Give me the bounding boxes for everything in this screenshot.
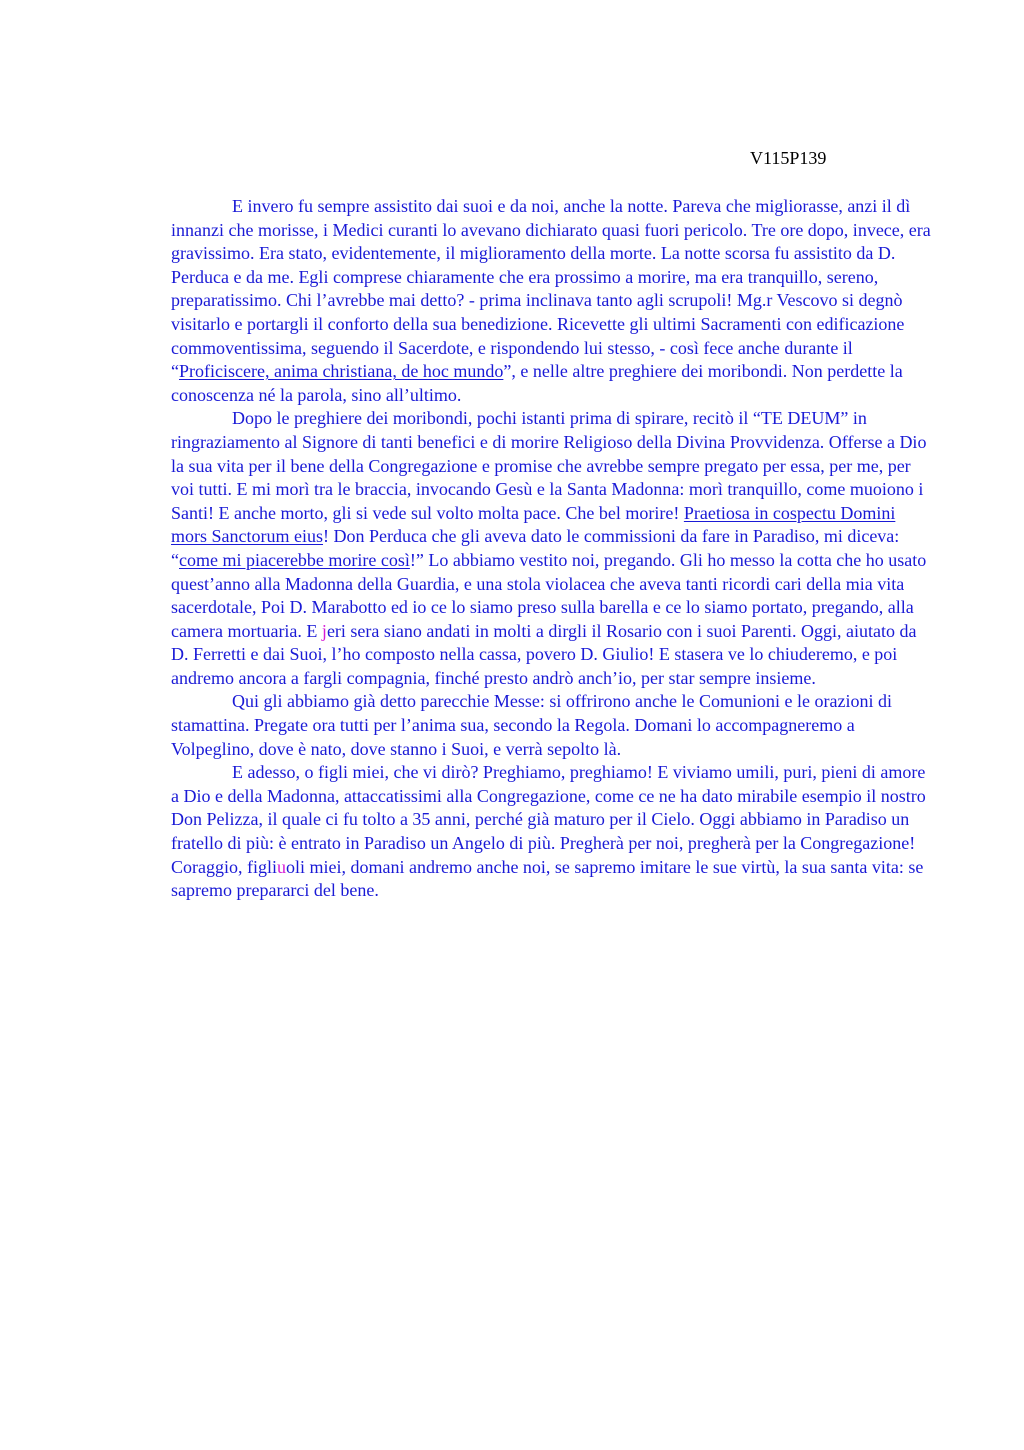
- highlighted-letter-u: u: [277, 856, 286, 877]
- paragraph-1-text: E invero fu sempre assistito dai suoi e da noi, anche la notte. Pareva che migliorasse, anzi il dì innanzi che morisse, i Medici curanti lo avevano dichiarato quasi fuori pericolo. Tre ore dopo, invece, era gravissimo. Era stato, evidentemente, il miglioramento della morte. La notte scorsa fu assistito da D. Perduca e da me. Egli comprese chiaramente che era prossimo a morire, ma era tranquillo, sereno, preparatissimo. Chi l’avrebbe mai detto? - prima inclinava tanto agli scrupoli! Mg.r Vescovo si degnò visitarlo e portargli il conforto della sua benedizione. Ricevette gli ultimi Sacramenti con edificazione commoventissima, seguendo il Sacerdote, e rispondendo lui stesso, - così fece anche durante il “: [171, 196, 931, 382]
- highlighted-letter-j: j: [321, 620, 327, 641]
- paragraph-2-text: Dopo le preghiere dei moribondi, pochi istanti prima di spirare, recitò il “TE DEUM” in ringraziamento al Signore di tanti benefici e di morire Religioso della Divina Provvidenza. Offerse a Dio la sua vita per il bene della Congregazione e promise che avrebbe sempre pregato per essa, per me, per voi tutti. E mi morì tra le braccia, invocando Gesù e la Santa Madonna: morì tranquillo, come muoiono i Santi! E anche morto, gli si vede sul volto molta pace. Che bel morire!: [171, 408, 927, 523]
- paragraph-4-text-end: oli miei, domani andremo anche noi, se sapremo imitare le sue virtù, la sua santa vita: se sapremo prepararci del bene.: [171, 856, 924, 901]
- paragraph-1: [171, 195, 932, 407]
- quote-come-mi-piacerebbe: come mi piacerebbe morire così: [179, 549, 410, 570]
- paragraph-1-text-end: ”, e nelle altre preghiere dei moribondi. Non perdette la conoscenza né la parola, sino all’ultimo.: [171, 361, 903, 405]
- letter-body: [171, 195, 932, 903]
- paragraph-2-text-c: !” Lo abbiamo vestito noi, pregando. Gli ho messo la cotta che ho usato quest’anno alla Madonna della Guardia, e una stola violacea che aveva tanti ricordi cari della mia vita sacerdotale, Poi D. Marabotto ed io ce lo siamo preso sulla barella e ce lo siamo portato, pregando, alla camera mortuaria. E: [171, 549, 927, 641]
- latin-quote-proficiscere: Proficiscere, anima christiana, de hoc mundo: [179, 361, 504, 382]
- paragraph-4: [171, 761, 932, 903]
- paragraph-4-text: E adesso, o figli miei, che vi dirò? Preghiamo, preghiamo! E viviamo umili, puri, pieni di amore a Dio e della Madonna, attaccatissimi alla Congregazione, come ce ne ha dato mirabile esempio il nostro Don Pelizza, il quale ci fu tolto a 35 anni, perché già maturo per il Cielo. Oggi abbiamo in Paradiso un fratello di più: è entrato in Paradiso un Angelo di più. Pregherà per noi, pregherà per la Congregazione! Coraggio, figli: [171, 762, 926, 877]
- paragraph-2-text-d: eri sera siano andati in molti a dirgli il Rosario con i suoi Parenti. Oggi, aiutato da D. Ferretti e dai Suoi, l’ho composto nella cassa, povero D. Giulio! E stasera ve lo chiuderemo, e poi andremo ancora a fargli compagnia, finché presto andrò anch’io, per star sempre insieme.: [171, 620, 917, 688]
- paragraph-3-text: Qui gli abbiamo già detto parecchie Messe: si offrirono anche le Comunioni e le orazioni di stamattina. Pregate ora tutti per l’anima sua, secondo la Regola. Domani lo accompagneremo a Volpeglino, dove è nato, dove stanno i Suoi, e verrà sepolto là.: [171, 691, 892, 759]
- paragraph-2-text-b: ! Don Perduca che gli aveva dato le commissioni da fare in Paradiso, mi diceva: “: [171, 526, 900, 570]
- paragraph-3: [171, 690, 932, 761]
- page-reference: V115P139: [750, 148, 827, 168]
- paragraph-2: [171, 407, 932, 690]
- latin-quote-praetiosa: Praetiosa in cospectu Domini mors Sanctorum eius: [171, 502, 896, 547]
